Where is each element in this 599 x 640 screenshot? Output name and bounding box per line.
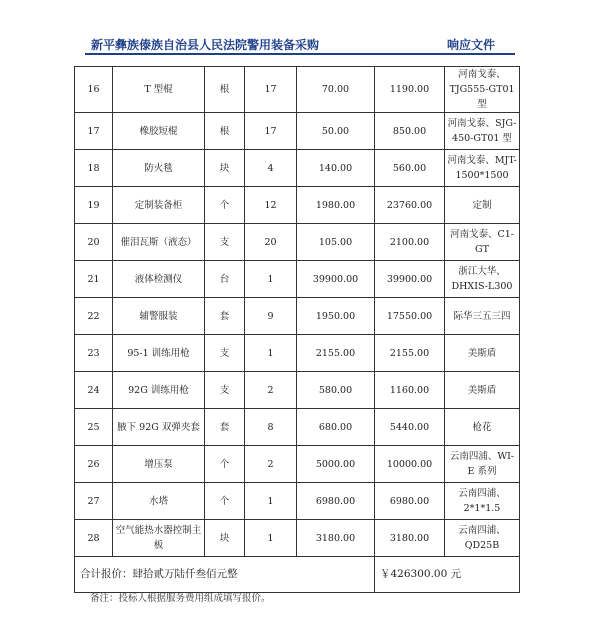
table-row xyxy=(75,446,520,483)
table-row xyxy=(75,150,520,187)
footnote: 备注：投标人根据服务费用组成填写报价。 xyxy=(90,593,271,604)
total-row xyxy=(75,557,520,593)
item-quantity: 1 xyxy=(245,483,297,520)
table-row xyxy=(75,483,520,520)
row-number: 24 xyxy=(75,372,113,409)
item-quantity: 1 xyxy=(245,520,297,557)
item-unit-price: 6980.00 xyxy=(297,483,375,520)
item-quantity: 17 xyxy=(245,113,297,150)
item-quantity: 20 xyxy=(245,224,297,261)
item-name: 95-1 训练用枪 xyxy=(113,335,205,372)
item-name: 水塔 xyxy=(113,483,205,520)
total-value: ￥426300.00 元 xyxy=(375,557,520,593)
item-unit-price: 3180.00 xyxy=(297,520,375,557)
item-unit-price: 105.00 xyxy=(297,224,375,261)
item-unit: 套 xyxy=(205,409,245,446)
item-total: 560.00 xyxy=(375,150,445,187)
item-brand-model: 云南四浦、QD25B xyxy=(445,520,520,557)
item-unit-price: 50.00 xyxy=(297,113,375,150)
table-row xyxy=(75,67,520,113)
item-name: 增压泵 xyxy=(113,446,205,483)
item-brand-model: 河南戈泰、MJT-1500*1500 xyxy=(445,150,520,187)
item-name: 橡胶短棍 xyxy=(113,113,205,150)
table-row xyxy=(75,520,520,557)
table-row xyxy=(75,298,520,335)
price-table xyxy=(74,66,520,593)
item-quantity: 1 xyxy=(245,335,297,372)
item-name: 腋下 92G 双弹夹套 xyxy=(113,409,205,446)
item-total: 2155.00 xyxy=(375,335,445,372)
row-number: 26 xyxy=(75,446,113,483)
item-brand-model: 河南戈泰、SJG-450-GT01 型 xyxy=(445,113,520,150)
item-total: 1190.00 xyxy=(375,67,445,113)
item-name: 辅警服装 xyxy=(113,298,205,335)
header-rule xyxy=(85,53,515,55)
table-row xyxy=(75,409,520,446)
item-brand-model: 河南戈泰、TJG555-GT01 型 xyxy=(445,67,520,113)
document-type: 响应文件 xyxy=(446,38,495,52)
item-total: 2100.00 xyxy=(375,224,445,261)
table-row xyxy=(75,335,520,372)
item-unit-price: 70.00 xyxy=(297,67,375,113)
item-unit-price: 39900.00 xyxy=(297,261,375,298)
item-unit: 个 xyxy=(205,446,245,483)
row-number: 25 xyxy=(75,409,113,446)
item-brand-model: 河南戈泰、C1-GT xyxy=(445,224,520,261)
table-row xyxy=(75,261,520,298)
item-unit-price: 5000.00 xyxy=(297,446,375,483)
item-brand-model: 浙江大华、DHXIS-L300 xyxy=(445,261,520,298)
item-total: 850.00 xyxy=(375,113,445,150)
item-unit: 支 xyxy=(205,224,245,261)
item-unit-price: 140.00 xyxy=(297,150,375,187)
item-brand-model: 枪花 xyxy=(445,409,520,446)
item-brand-model: 定制 xyxy=(445,187,520,224)
item-quantity: 12 xyxy=(245,187,297,224)
row-number: 18 xyxy=(75,150,113,187)
item-name: 定制装备柜 xyxy=(113,187,205,224)
project-title: 新平彝族傣族自治县人民法院警用装备采购 xyxy=(91,38,320,52)
item-unit: 台 xyxy=(205,261,245,298)
item-quantity: 8 xyxy=(245,409,297,446)
row-number: 17 xyxy=(75,113,113,150)
row-number: 22 xyxy=(75,298,113,335)
item-quantity: 2 xyxy=(245,446,297,483)
row-number: 19 xyxy=(75,187,113,224)
item-unit: 根 xyxy=(205,67,245,113)
row-number: 20 xyxy=(75,224,113,261)
page-header xyxy=(85,34,515,56)
item-total: 3180.00 xyxy=(375,520,445,557)
row-number: 16 xyxy=(75,67,113,113)
item-unit-price: 2155.00 xyxy=(297,335,375,372)
item-brand-model: 美斯盾 xyxy=(445,335,520,372)
item-unit-price: 680.00 xyxy=(297,409,375,446)
item-total: 6980.00 xyxy=(375,483,445,520)
item-brand-model: 际华三五三四 xyxy=(445,298,520,335)
item-unit: 个 xyxy=(205,187,245,224)
table-body xyxy=(75,67,520,557)
item-total: 39900.00 xyxy=(375,261,445,298)
table-row xyxy=(75,224,520,261)
row-number: 28 xyxy=(75,520,113,557)
item-name: 催泪瓦斯（液态） xyxy=(113,224,205,261)
item-name: 空气能热水器控制主板 xyxy=(113,520,205,557)
total-label: 合计报价：肆拾贰万陆仟叁佰元整 xyxy=(75,557,375,593)
table-row xyxy=(75,372,520,409)
item-quantity: 9 xyxy=(245,298,297,335)
item-unit: 支 xyxy=(205,372,245,409)
row-number: 21 xyxy=(75,261,113,298)
item-name: T 型棍 xyxy=(113,67,205,113)
item-unit-price: 1980.00 xyxy=(297,187,375,224)
item-total: 10000.00 xyxy=(375,446,445,483)
item-unit-price: 580.00 xyxy=(297,372,375,409)
item-brand-model: 云南四浦、WI-E 系列 xyxy=(445,446,520,483)
item-total: 5440.00 xyxy=(375,409,445,446)
item-name: 92G 训练用枪 xyxy=(113,372,205,409)
item-unit: 块 xyxy=(205,520,245,557)
item-quantity: 2 xyxy=(245,372,297,409)
item-name: 防火毯 xyxy=(113,150,205,187)
item-brand-model: 云南四浦、2*1*1.5 xyxy=(445,483,520,520)
item-quantity: 1 xyxy=(245,261,297,298)
item-unit: 套 xyxy=(205,298,245,335)
item-name: 液体检测仪 xyxy=(113,261,205,298)
row-number: 27 xyxy=(75,483,113,520)
item-quantity: 4 xyxy=(245,150,297,187)
table-row xyxy=(75,113,520,150)
item-unit: 块 xyxy=(205,150,245,187)
item-unit-price: 1950.00 xyxy=(297,298,375,335)
item-brand-model: 美斯盾 xyxy=(445,372,520,409)
item-unit: 个 xyxy=(205,483,245,520)
item-quantity: 17 xyxy=(245,67,297,113)
item-total: 17550.00 xyxy=(375,298,445,335)
row-number: 23 xyxy=(75,335,113,372)
item-total: 23760.00 xyxy=(375,187,445,224)
item-total: 1160.00 xyxy=(375,372,445,409)
item-unit: 支 xyxy=(205,335,245,372)
item-unit: 根 xyxy=(205,113,245,150)
table-row xyxy=(75,187,520,224)
